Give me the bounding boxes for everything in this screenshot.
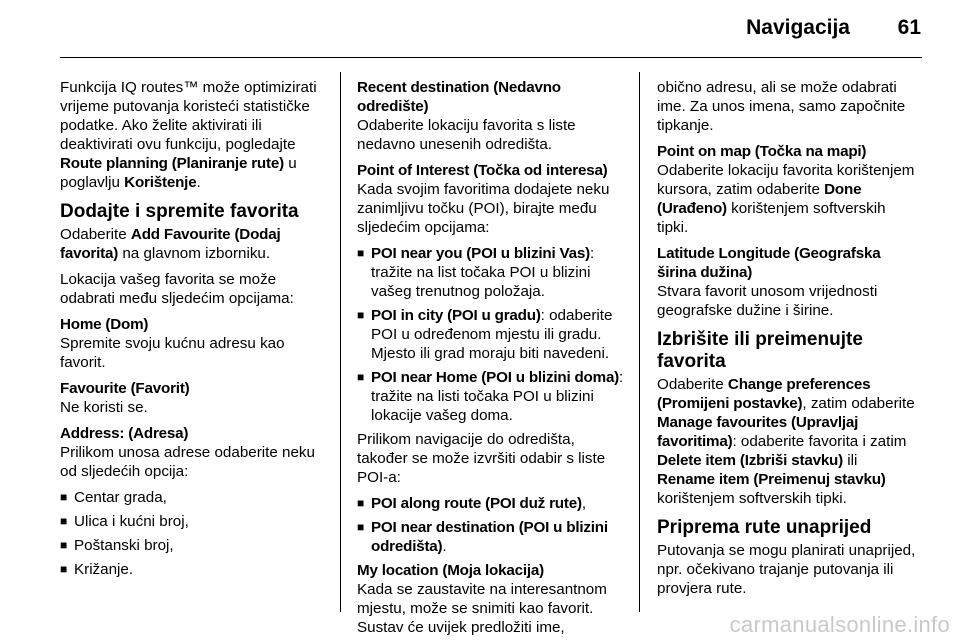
list-item: ■ POI along route (POI duž rute), bbox=[357, 495, 587, 512]
bullet-square-icon: ■ bbox=[60, 514, 68, 528]
delete-rename-paragraph: Odaberite Change preferences (Promijeni postavke), zatim odaberite Manage favourites (Upravljaj favoritima): odaberite favorita i zatim Delete item (Izbriši stavku) ili Rename item (Preimenuj stavku) korištenjem softverskih tipki. bbox=[657, 376, 915, 507]
list-item: ■ POI near you (POI u blizini Vas): tražite na list točaka POI u blizini vašeg trenutnog položaja. bbox=[357, 245, 595, 300]
list-item: ■ POI in city (POI u gradu): odaberite POI u određenom mjestu ili gradu. Mjesto ili grad moraju biti navedeni. bbox=[357, 307, 613, 362]
list-item: ■ Križanje. bbox=[60, 561, 134, 578]
option-address-text: Prilikom unosa adrese odaberite neku od sljedećih opcija: bbox=[60, 444, 315, 480]
option-home bbox=[60, 315, 322, 372]
page-number: 61 bbox=[897, 16, 921, 39]
koristenje-ref: Korištenje bbox=[124, 174, 197, 191]
option-address bbox=[60, 424, 322, 481]
navigation-poi-list bbox=[357, 494, 625, 556]
bullet-square-icon: ■ bbox=[60, 562, 68, 576]
option-favourite-term: Favourite (Favorit) bbox=[60, 380, 190, 397]
option-lat-lon bbox=[657, 244, 919, 320]
option-home-term: Home (Dom) bbox=[60, 316, 149, 333]
column-3 bbox=[657, 78, 919, 605]
option-lat-lon-text: Stvara favorit unosom vrijednosti geografske dužine i širine. bbox=[657, 283, 878, 319]
bullet-square-icon: ■ bbox=[357, 496, 365, 510]
option-point-on-map-term: Point on map (Točka na mapi) bbox=[657, 143, 867, 160]
option-recent-destination bbox=[357, 78, 625, 154]
list-item: ■ Centar grada, bbox=[60, 489, 167, 506]
option-recent-text: Odaberite lokaciju favorita s liste nedavno unesenih odredišta. bbox=[357, 117, 576, 153]
address-bullet-list bbox=[60, 488, 322, 579]
column-1 bbox=[60, 78, 322, 584]
bullet-square-icon: ■ bbox=[357, 370, 365, 384]
bullet-square-icon: ■ bbox=[60, 490, 68, 504]
list-item: ■ POI near Home (POI u blizini doma): tražite na listi točaka POI u blizini lokacije vašeg doma. bbox=[357, 369, 624, 424]
section-heading-route-planning: Priprema rute unaprijed bbox=[657, 517, 872, 538]
section-heading-delete-rename: Izbrišite ili preimenujte favorita bbox=[657, 329, 863, 372]
column-2 bbox=[357, 78, 625, 644]
my-location-continuation: obično adresu, ali se može odabrati ime. Za unos imena, samo započnite tipkanje. bbox=[657, 79, 906, 134]
option-poi-text: Kada svojim favoritima dodajete neku zanimljivu točku (POI), birajte među sljedećim opcijama: bbox=[357, 181, 610, 236]
navigation-poi-paragraph: Prilikom navigacije do odredišta, također se može izvršiti odabir s liste POI-a: bbox=[357, 431, 606, 486]
option-favourite-text: Ne koristi se. bbox=[60, 399, 148, 416]
bullet-square-icon: ■ bbox=[357, 520, 365, 534]
route-planning-paragraph: Putovanja se mogu planirati unaprijed, npr. očekivano trajanje putovanja ili provjera rute. bbox=[657, 542, 916, 597]
option-address-term: Address: (Adresa) bbox=[60, 425, 189, 442]
add-favourite-ref: Add Favourite (Dodaj favorita) bbox=[60, 226, 281, 262]
option-home-text: Spremite svoju kućnu adresu kao favorit. bbox=[60, 335, 285, 371]
option-favourite bbox=[60, 379, 322, 417]
column-divider-2 bbox=[639, 72, 640, 612]
option-my-location bbox=[357, 561, 625, 637]
page-header bbox=[0, 0, 960, 58]
bullet-square-icon: ■ bbox=[357, 308, 365, 322]
bullet-square-icon: ■ bbox=[60, 538, 68, 552]
bullet-square-icon: ■ bbox=[357, 246, 365, 260]
column-divider-1 bbox=[340, 72, 341, 612]
option-point-on-map: Point on map (Točka na mapi) Odaberite lokaciju favorita korištenjem kursora, zatim odaberite Done (Urađeno) korištenjem softverskih tipki. bbox=[657, 142, 919, 237]
page-title: Navigacija bbox=[746, 16, 850, 39]
poi-bullet-list bbox=[357, 244, 625, 425]
iq-routes-paragraph: Funkcija IQ routes™ može optimizirati vrijeme putovanja koristeći statističke podatke. Ako želite aktivirati ili deaktivirati ovu funkciju, pogledajte Route planning (Planiranje rute) u poglavlju Korištenje. bbox=[60, 79, 317, 191]
add-favourite-paragraph: Odaberite Add Favourite (Dodaj favorita) na glavnom izborniku. bbox=[60, 226, 281, 262]
watermark-text: carmanualsonline.info bbox=[729, 612, 950, 637]
option-poi bbox=[357, 161, 625, 237]
list-item: ■ POI near destination (POI u blizini odredišta). bbox=[357, 519, 608, 555]
header-rule bbox=[60, 57, 922, 58]
list-item: ■ Ulica i kućni broj, bbox=[60, 513, 189, 530]
option-poi-term: Point of Interest (Točka od interesa) bbox=[357, 162, 608, 179]
option-my-location-term: My location (Moja lokacija) bbox=[357, 562, 545, 579]
option-recent-term: Recent destination (Nedavno odredište) bbox=[357, 79, 561, 115]
list-item: ■ Poštanski broj, bbox=[60, 537, 174, 554]
location-options-paragraph: Lokacija vašeg favorita se može odabrati među sljedećim opcijama: bbox=[60, 271, 294, 307]
section-heading-add-favourite: Dodajte i spremite favorita bbox=[60, 201, 299, 222]
option-my-location-text: Kada se zaustavite na interesantnom mjestu, može se snimiti kao favorit. Sustav će uvijek predložiti ime, bbox=[357, 581, 607, 636]
done-ref: Done (Urađeno) bbox=[657, 181, 862, 217]
route-planning-ref: Route planning (Planiranje rute) bbox=[60, 155, 284, 172]
option-lat-lon-term: Latitude Longitude (Geografska širina dužina) bbox=[657, 245, 881, 281]
